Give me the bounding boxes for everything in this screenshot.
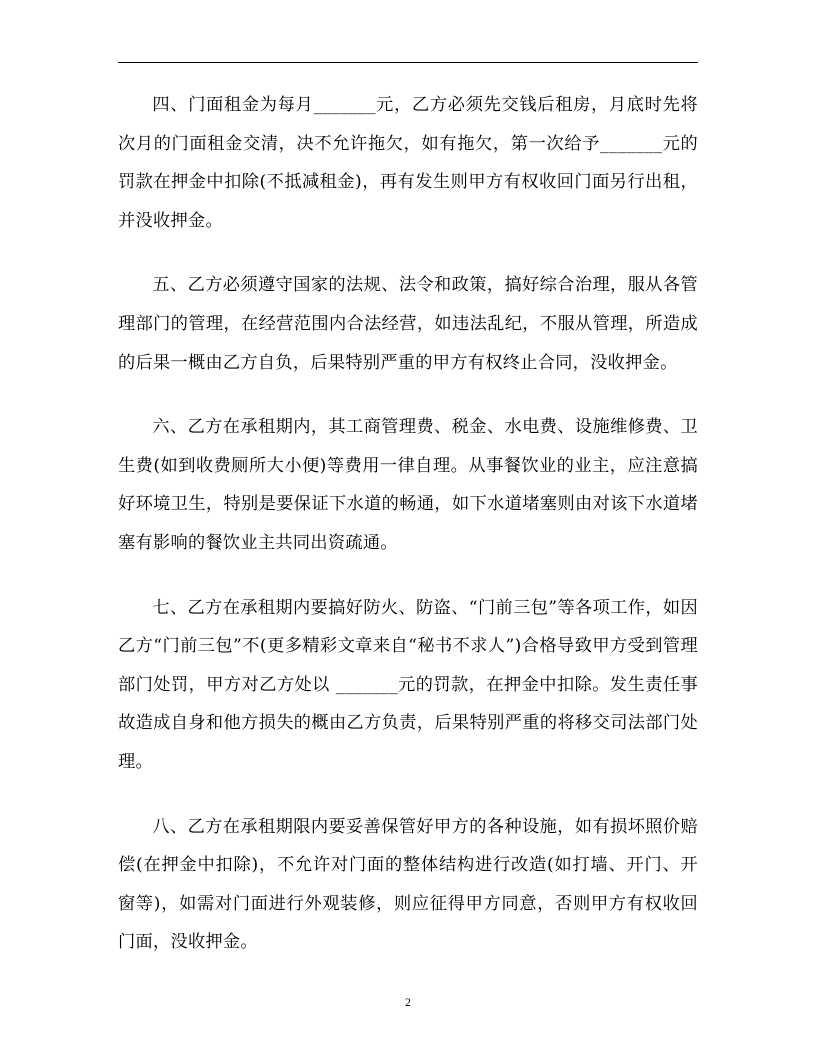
clause-6-paragraph: 六、乙方在承租期内，其工商管理费、税金、水电费、设施维修费、卫生费(如到收费厕所大小便)等费用一律自理。从事餐饮业的业主，应注意搞好环境卫生，特别是要保证下水道的畅通，如下水道堵塞则由对该下水道堵塞有影响的餐饮业主共同出资疏通。 [118, 417, 698, 553]
clause-7-paragraph: 七、乙方在承租期内要搞好防火、防盗、“门前三包”等各项工作，如因乙方“门前三包”不(更多精彩文章来自“秘书不求人”)合格导致甲方受到管理部门处罚，甲方对乙方处以 _______元的罚款，在押金中扣除。发生责任事故造成自身和他方损失的概由乙方负责，后果特别严重的将移交司法部门处理。 [118, 597, 698, 772]
page-number: 2 [405, 995, 411, 1009]
clause-5-paragraph: 五、乙方必须遵守国家的法规、法令和政策，搞好综合治理，服从各管理部门的管理，在经营范围内合法经营，如违法乱纪，不服从管理，所造成的后果一概由乙方自负，后果特别严重的甲方有权终止合同，没收押金。 [118, 275, 698, 373]
header-rule [118, 62, 698, 63]
clause-4-paragraph: 四、门面租金为每月_______元，乙方必须先交钱后租房，月底时先将次月的门面租金交清，决不允许拖欠，如有拖欠，第一次给予_______元的罚款在押金中扣除(不抵减租金)，再有发生则甲方有权收回门面另行出租，并没收押金。 [118, 95, 698, 231]
document-body [118, 86, 698, 988]
clause-8-paragraph: 八、乙方在承租期限内要妥善保管好甲方的各种设施，如有损坏照价赔偿(在押金中扣除)，不允许对门面的整体结构进行改造(如打墙、开门、开窗等)，如需对门面进行外观装修，则应征得甲方同意，否则甲方有权收回门面，没收押金。 [118, 816, 698, 953]
